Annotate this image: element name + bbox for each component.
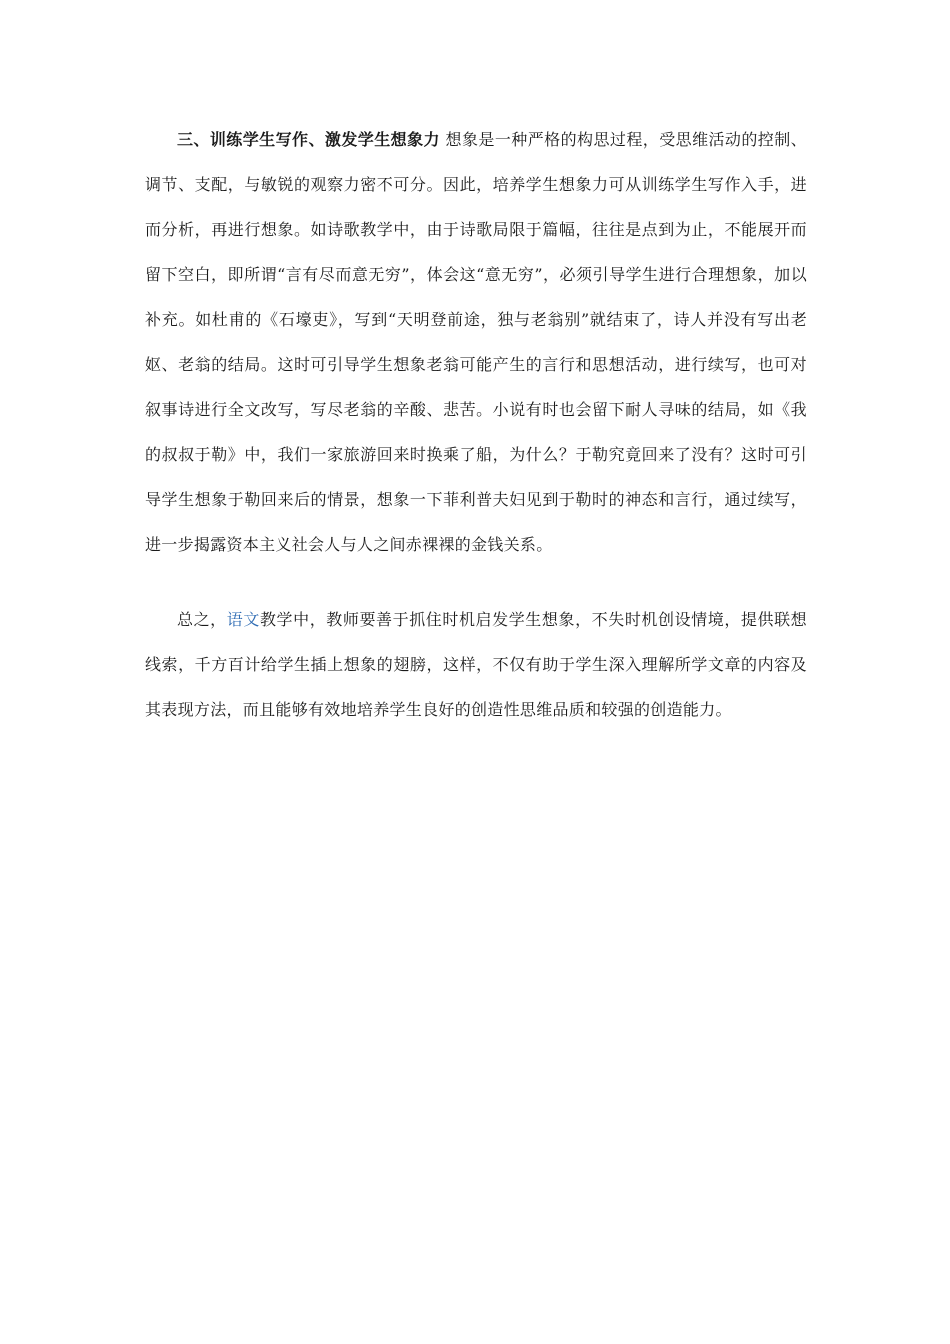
section-heading: 三、训练学生写作、激发学生想象力: [177, 130, 440, 149]
conclusion-paragraph: [145, 597, 807, 732]
section-body: 想象是一种严格的构思过程，受思维活动的控制、调节、支配，与敏锐的观察力密不可分。因此，培养学生想象力可从训练学生写作入手，进而分析，再进行想象。如诗歌教学中，由于诗歌局限于篇幅，往往是点到为止，不能展开而留下空白，即所谓“言有尽而意无穷”，体会这“意无穷”，必须引导学生进行合理想象，加以补充。如杜甫的《石壕吏》，写到“天明登前途，独与老翁别”就结束了，诗人并没有写出老妪、老翁的结局。这时可引导学生想象老翁可能产生的言行和思想活动，进行续写，也可对叙事诗进行全文改写，写尽老翁的辛酸、悲苦。小说有时也会留下耐人寻味的结局，如《我的叔叔于勒》中，我们一家旅游回来时换乘了船，为什么？于勒究竟回来了没有？这时可引导学生想象于勒回来后的情景，想象一下菲利普夫妇见到于勒时的神态和言行，通过续写，进一步揭露资本主义社会人与人之间赤裸裸的金钱关系。: [145, 130, 807, 554]
chinese-subject-link[interactable]: 语文: [226, 610, 260, 629]
conclusion-prefix: 总之，: [177, 610, 227, 629]
section-paragraph: [145, 117, 807, 567]
conclusion-body: 教学中，教师要善于抓住时机启发学生想象，不失时机创设情境，提供联想线索，千方百计给学生插上想象的翅膀，这样，不仅有助于学生深入理解所学文章的内容及其表现方法，而且能够有效地培养学生良好的创造性思维品质和较强的创造能力。: [145, 610, 807, 719]
